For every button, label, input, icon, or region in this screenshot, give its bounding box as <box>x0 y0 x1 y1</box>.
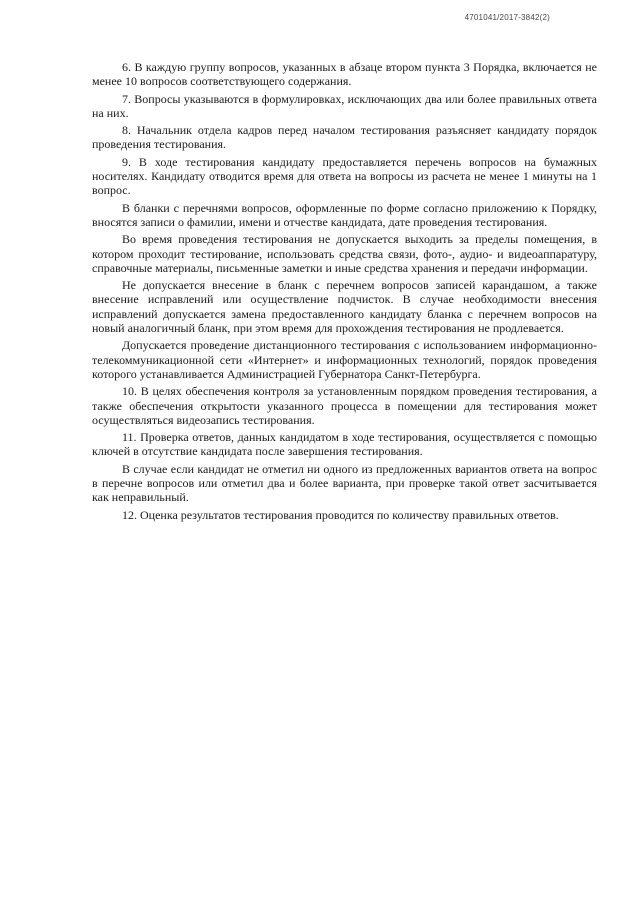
paragraph-wrong-answers: В случае если кандидат не отметил ни одного из предложенных вариантов ответа на вопрос в перечне вопросов или отметил два и более варианта, при проверке такой ответ засчитывается как неправильный. <box>92 461 597 505</box>
paragraph-item-8: 8. Начальник отдела кадров перед началом тестирования разъясняет кандидату порядок проведения тестирования. <box>92 123 597 152</box>
paragraph-item-9: 9. В ходе тестирования кандидату предоставляется перечень вопросов на бумажных носителях. Кандидату отводится время для ответа на вопросы из расчета не менее 1 минуты на 1 вопрос. <box>92 154 597 198</box>
paragraph-remote-testing: Допускается проведение дистанционного тестирования с использованием информационно-телекоммуникационной сети «Интернет» и информационных технологий, порядок проведения которого устанавливается Администрацией Губернатора Санкт-Петербурга. <box>92 338 597 381</box>
paragraph-corrections: Не допускается внесение в бланк с перечнем вопросов записей карандашом, а также внесение исправлений или осуществление подчисток. В случае необходимости внесения исправлений допускается замена предоставленного кандидату бланка с перечнем вопросов на новый аналогичный бланк, при этом время для прохождения тестирования не продлевается. <box>92 278 597 336</box>
paragraph-item-10: 10. В целях обеспечения контроля за установленным порядком проведения тестирования, а также обеспечения открытости указанного процесса в помещении для тестирования может осуществляться видеозапись тестирования. <box>92 384 597 427</box>
document-number: 4701041/2017-3842(2) <box>464 13 550 22</box>
paragraph-item-12: 12. Оценка результатов тестирования проводится по количеству правильных ответов. <box>122 507 559 522</box>
paragraph-restrictions: Во время проведения тестирования не допускается выходить за пределы помещения, в котором проходит тестирование, использовать средства связи, фото-, аудио- и видеоаппаратуру, справочные материалы, письменные заметки и иные средства хранения и передачи информации. <box>92 232 597 275</box>
paragraph-answer-forms: В бланки с перечнями вопросов, оформленные по форме согласно приложению к Порядку, вносятся записи о фамилии, имени и отчестве кандидата, дате проведения тестирования. <box>92 200 597 229</box>
document-body <box>92 60 597 525</box>
paragraph-item-7: 7. Вопросы указываются в формулировках, исключающих два или более правильных ответа на них. <box>92 91 597 120</box>
paragraph-item-11: 11. Проверка ответов, данных кандидатом в ходе тестирования, осуществляется с помощью ключей в отсутствие кандидата после завершения тестирования. <box>92 430 597 459</box>
paragraph-item-6: 6. В каждую группу вопросов, указанных в абзаце втором пункта 3 Порядка, включается не менее 10 вопросов соответствующего содержания. <box>92 60 597 89</box>
